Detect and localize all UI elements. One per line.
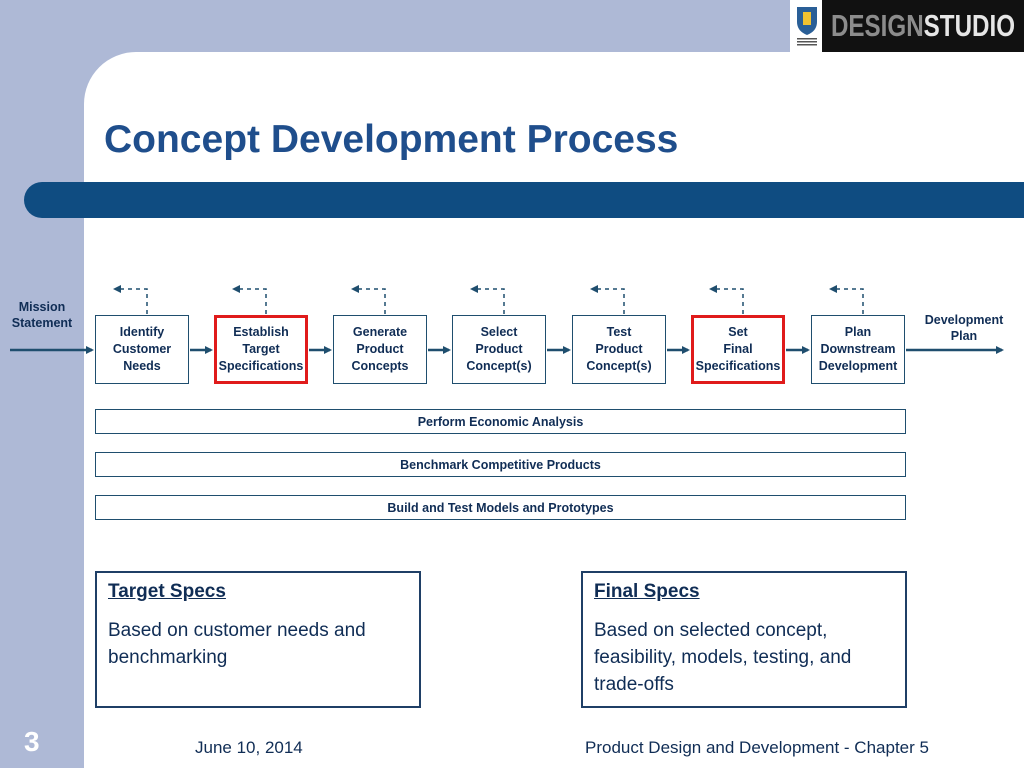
stage-label-7: Plan Downstream Development (818, 325, 898, 373)
designstudio-logo: DESIGNSTUDIO (822, 0, 1024, 52)
stage-label-2: Establish Target Specifications (218, 325, 304, 373)
footer-course: Product Design and Development - Chapter 5 (585, 738, 929, 757)
feedback-arrow-4 (472, 289, 504, 314)
activity-economic-analysis: Perform Economic Analysis (95, 409, 906, 434)
feedback-arrow-7 (831, 289, 863, 314)
stage-box-7 (811, 315, 905, 384)
target-specs-body: Based on customer needs and benchmarking (108, 620, 366, 668)
footer-date: June 10, 2014 (195, 738, 303, 757)
final-specs-note (581, 571, 907, 708)
stage-label-1: Identify Customer Needs (112, 325, 172, 373)
final-specs-title: Final Specs (594, 581, 700, 602)
page-number: 3 (24, 726, 40, 757)
stage-box-3 (333, 315, 427, 384)
feedback-arrow-3 (353, 289, 385, 314)
stage-box-2 (214, 315, 308, 384)
activity-benchmark-products: Benchmark Competitive Products (95, 452, 906, 477)
stage-label-3: Generate Product Concepts (351, 325, 409, 373)
stage-label-4: Select Product Concept(s) (466, 325, 532, 373)
stage-box-6 (691, 315, 785, 384)
mission-statement-label: Mission Statement (11, 300, 73, 330)
target-specs-note (95, 571, 421, 708)
activity-models-prototypes: Build and Test Models and Prototypes (95, 495, 906, 520)
stage-label-6: Set Final Specifications (695, 325, 781, 373)
stage-box-1 (95, 315, 189, 384)
final-specs-body: Based on selected concept, feasibility, models, testing, and trade-offs (594, 620, 852, 695)
development-plan-label: Development Plan (924, 313, 1004, 343)
stage-box-5 (572, 315, 666, 384)
page-title: Concept Development Process (104, 118, 679, 161)
feedback-arrow-2 (234, 289, 266, 314)
target-specs-title: Target Specs (108, 581, 226, 602)
feedback-arrow-5 (592, 289, 624, 314)
stage-label-5: Test Product Concept(s) (586, 325, 652, 373)
feedback-arrow-1 (115, 289, 147, 314)
feedback-arrow-6 (711, 289, 743, 314)
stage-box-4 (452, 315, 546, 384)
